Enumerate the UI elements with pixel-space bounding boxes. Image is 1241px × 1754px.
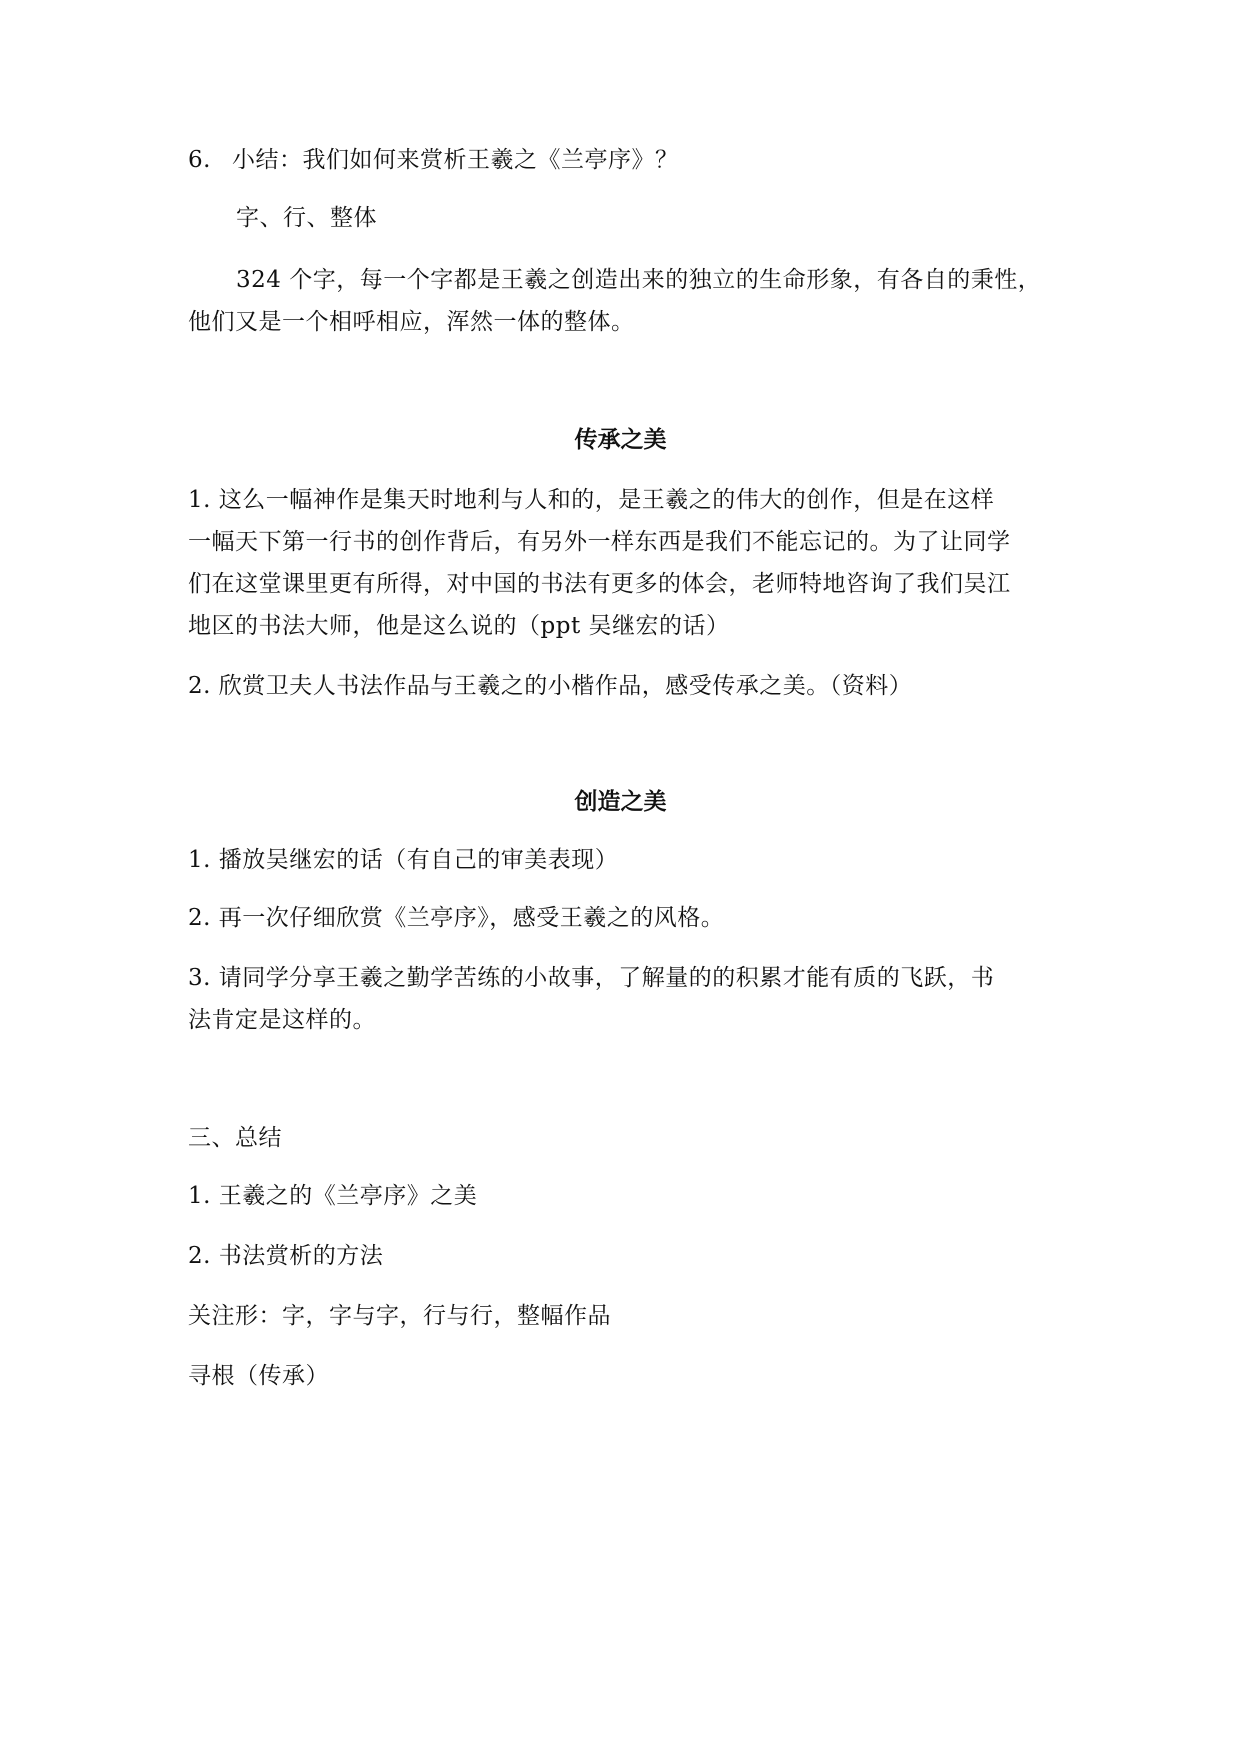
- item-text: 小结：我们如何来赏析王羲之《兰亭序》？: [232, 147, 679, 173]
- list-item: 2. 欣赏卫夫人书法作品与王羲之的小楷作品，感受传承之美。（资料）: [188, 673, 913, 699]
- paragraph-line: 他们又是一个相呼相应，浑然一体的整体。: [188, 309, 635, 335]
- paragraph-line: 法肯定是这样的。: [188, 1007, 376, 1033]
- section-heading-creation: 创造之美: [574, 789, 667, 815]
- section-title-summary: 三、总结: [188, 1125, 282, 1151]
- paragraph-line: 寻根（传承）: [188, 1363, 329, 1389]
- paragraph-line: 3. 请同学分享王羲之勤学苦练的小故事，了解量的的积累才能有质的飞跃，书: [188, 965, 995, 991]
- list-item: 1. 王羲之的《兰亭序》之美: [188, 1183, 478, 1209]
- section-heading-inheritance: 传承之美: [574, 427, 667, 453]
- paragraph-line: 1. 这么一幅神作是集天时地利与人和的，是王羲之的伟大的创作，但是在这样: [188, 487, 995, 513]
- paragraph-line: 关注形：字，字与字，行与行，整幅作品: [188, 1303, 611, 1329]
- list-item: 2. 再一次仔细欣赏《兰亭序》，感受王羲之的风格。: [188, 905, 725, 931]
- item-number: 6.: [188, 147, 211, 173]
- paragraph-line: 们在这堂课里更有所得，对中国的书法有更多的体会，老师特地咨询了我们吴江: [188, 571, 1011, 597]
- paragraph-line: 一幅天下第一行书的创作背后，有另外一样东西是我们不能忘记的。为了让同学: [188, 529, 1011, 555]
- summary-item-6: [188, 138, 1048, 182]
- list-item: 2. 书法赏析的方法: [188, 1243, 384, 1269]
- paragraph-line: 地区的书法大师，他是这么说的（ppt 吴继宏的话）: [188, 613, 730, 639]
- paragraph-line: 324 个字，每一个字都是王羲之创造出来的独立的生命形象，有各自的秉性，: [236, 267, 1042, 293]
- list-item: 1. 播放吴继宏的话（有自己的审美表现）: [188, 847, 619, 873]
- summary-subline: 字、行、整体: [236, 205, 377, 231]
